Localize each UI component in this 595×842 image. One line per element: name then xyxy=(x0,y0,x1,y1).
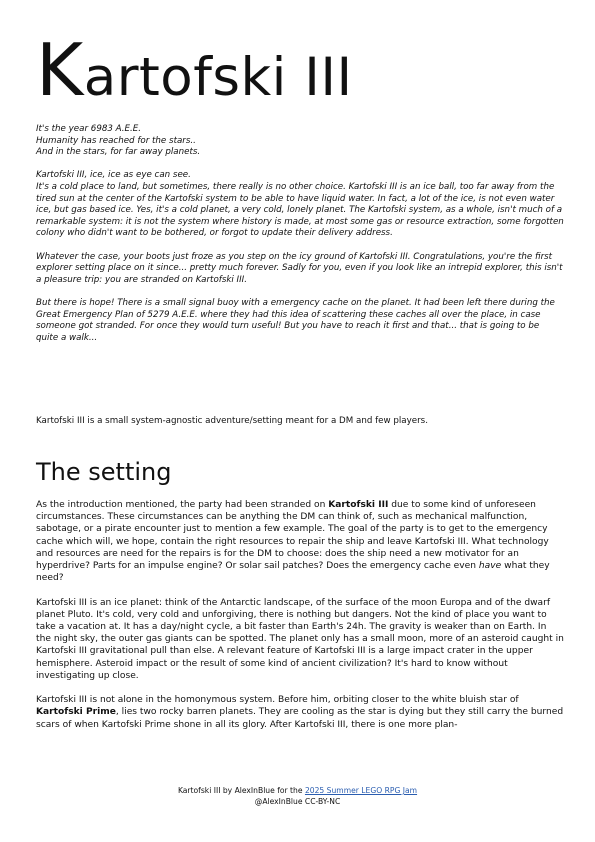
setting-paragraph-1 xyxy=(36,499,564,584)
title-initial: K xyxy=(36,28,84,112)
text-run: Kartofski III is not alone in the homonymous system. Before him, orbiting closer to the white bluish star of xyxy=(36,695,519,706)
intro-section xyxy=(36,124,564,356)
text-run: , lies two rocky barren planets. They are cooling as the star is dying but they still carry the burned scars of when Kartofski Prime shone in all its glory. After Kartofski III, there is one more plan- xyxy=(36,707,564,730)
intro-paragraph-4: But there is hope! There is a small signal buoy with a emergency cache on the planet. It had been left there during the Great Emergency Plan of 5279 A.E.E. where they had this idea of scattering these caches all over the place, in case someone got stranded. For once they would turn useful! But you have to reach it first and that... that is going to be quite a walk... xyxy=(36,297,555,343)
page-footer xyxy=(0,785,595,807)
jam-link[interactable]: 2025 Summer LEGO RPG Jam xyxy=(304,786,418,795)
footer-credit-line xyxy=(0,785,595,796)
section-heading-setting: The setting xyxy=(36,458,172,486)
intro-paragraph-2: Kartofski III, ice, ice as eye can see. It's a cold place to land, but sometimes, there really is no other choice. Kartofski III is an ice ball, too far away from the tired sun at the center of the Kartofski system to be able to have liquid water. In fact, a lot of the ice, is not even water ice, but gas based ice. Yes, it's a cold planet, a very cold, lonely planet. The Kartofski system, as a whole, isn't much of a remarkable system: it is not the system where history is made, at most some gas or resource extraction, some forgotten colony who didn't want to be bothered, or forgot to update their delivery address. xyxy=(36,170,564,239)
bold-term: Kartofski Prime xyxy=(36,707,116,718)
text-run: due to some kind of unforeseen circumstances. These circumstances can be anything the DM can think of, such as mechanical malfunction, sabotage, or a pirate encounter just to mention a few example. The goal of the party is to get to the emergency cache which will, we hope, contain the right resources to repair the ship and leave Kartofski III. What technology and resources are need for the repairs is for the DM to choose: does the ship need a new motivator for an hyperdrive? Parts for an impulse engine? Or solar sail patches? Does the emergency cache even xyxy=(36,500,549,572)
text-run: As the introduction mentioned, the party had been stranded on xyxy=(36,500,329,510)
intro-paragraph-3: Whatever the case, your boots just froze as you step on the icy ground of Kartofski III. Congratulations, you're the first explorer setting place on it since... pretty much forever. Sadly for you, even if you look like an intrepid explorer, this isn't a pleasure trip: you are stranded on Kartofski III. xyxy=(36,251,563,285)
page-title xyxy=(36,30,353,118)
title-rest: artofski III xyxy=(83,47,353,108)
setting-paragraph-3 xyxy=(36,694,564,731)
setting-section xyxy=(36,499,564,743)
setting-paragraph-2: Kartofski III is an ice planet: think of the Antarctic landscape, of the surface of the moon Europa and of the dwarf planet Pluto. It's cold, very cold and unforgiving, there is nothing but dangers. Not the kind of place you want to take a vacation at. It has a day/night cycle, a bit faster than Earth's 24h. The gravity is weaker than on Earth. In the night sky, the outer gas giants can be spotted. The planet only has a small moon, more of an asteroid caught in Kartofski III gravitational pull than else. A relevant feature of Kartofski III is a large impact crater in the upper hemisphere. Asteroid impact or the result of some kind of ancient civilization? It's hard to know without investigating up close. xyxy=(36,597,564,681)
bold-term: Kartofski III xyxy=(328,500,389,510)
text-run: what they need? xyxy=(36,561,550,584)
summary-blurb: Kartofski III is a small system-agnostic adventure/setting meant for a DM and few players. xyxy=(36,416,428,426)
footer-credit-text: Kartofski III by AlexInBlue for the xyxy=(177,786,305,795)
emphasis-term: have xyxy=(478,561,502,572)
intro-paragraph-1: It's the year 6983 A.E.E. Humanity has reached for the stars.. And in the stars, for far away planets. xyxy=(36,124,201,158)
footer-license: @AlexInBlue CC-BY-NC xyxy=(254,797,341,806)
